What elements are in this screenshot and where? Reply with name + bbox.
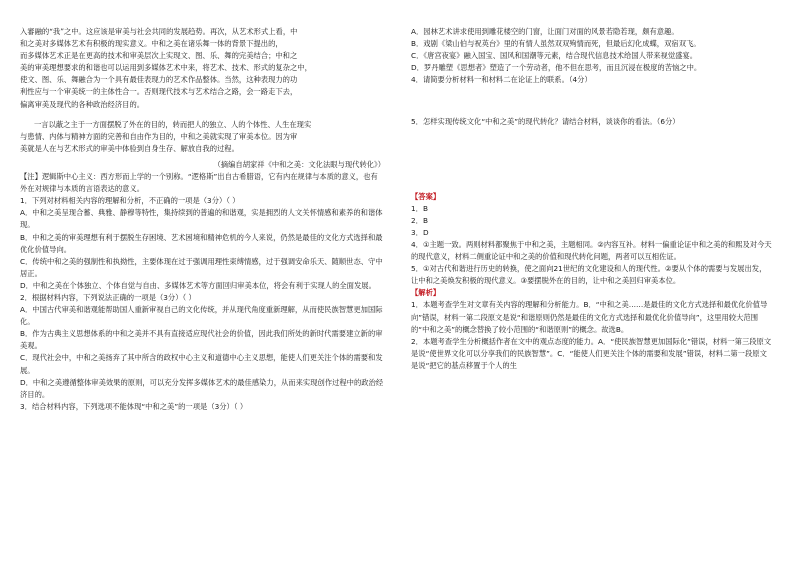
- q1-option-d: D．中和之美在个体独立、个体自觉与自由、多媒体艺术等方面回归审美本位，将会有利于实现人的全面发展。: [20, 280, 376, 290]
- source-attribution: （摘编自胡家祥《中和之美：文化法眼与现代转化》）: [213, 159, 385, 169]
- q2-option-d: D．中和之美遵循整体审美效果的原则，可以充分发挥多媒体艺术的最佳感染力，从而来实现创作过程中的政治经济目的。: [20, 377, 384, 399]
- passage-line: 入審融的“我”之中。这应该是审美与社会共同的发展趋势。再次，从艺术形式上看，中: [20, 27, 298, 36]
- answer-item: 1．B: [411, 203, 428, 213]
- answer-space: [411, 86, 773, 116]
- passage-line: 利性应与一个审美统一的主体性合一。否则现代技术与艺术结合之路，会一路走下去，: [20, 87, 298, 97]
- q1-option-c: C．传统中和之美的强制性和执拗性，主要体现在过于强调用理性束缚情感，过于强调安命乐天、随顺世态、守中居正。: [20, 256, 383, 278]
- answer-space: [411, 129, 773, 191]
- analysis-1: 1．本题考查学生对文章有关内容的理解和分析能力。B．“中和之美……是最佳的文化方式选择和最优化价值导向”错误，材料一第二段原文是说“和谐原则仍然是最佳的文化方式选择和最优化价值导向”，这里用较大范围的“中和之美”的概念替换了较小范围的“和谐原则”的概念。故选B。: [411, 300, 768, 334]
- q2-option-b: B．作为古典主义思想体系的中和之美并不具有直接适应现代社会的价值，因此我们所处的新时代需要建立新的审美观。: [20, 329, 383, 351]
- answer-item: 2．B: [411, 215, 428, 225]
- passage-line: 一言以蔽之主于一方面摆脱了外在的目的，转而把人的独立、人的个体性、人生在现实: [34, 119, 312, 129]
- analysis-heading: 【解析】: [411, 288, 441, 298]
- q2-option-c: C．现代社会中，中和之美扬弃了其中所含的政权中心主义和道德中心主义思想，能使人们更关注个体的需要和发展。: [20, 353, 383, 375]
- passage-line: 美就是人在与艺术形式的审美中体验到自身生存、解放自我的过程。: [20, 143, 239, 153]
- question-3: 3．结合材料内容，下列选项不能体现“中和之美”的一项是（3分）（ ）: [20, 401, 248, 411]
- question-5: 5．怎样实现传统文化“中和之美”的现代转化？请结合材料，谈谈你的看法。（6分）: [411, 117, 680, 127]
- q3-option-d: D．罗丹雕塑《思想者》塑造了一个劳动者，他不但在思考，而且沉浸在极度的苦恼之中。: [411, 63, 702, 73]
- question-2: 2．根据材料内容，下列说法正确的一项是（3分）（ ）: [20, 292, 196, 302]
- passage-line: 美的审美理想要求的和谐也可以运用到多媒体艺术中来，将艺术、技术、形式的复杂之中，: [20, 63, 312, 73]
- q1-option-a: A．中和之美呈现合蓄、典雅、静穆等特性，集持续到的普遍的和谐观，实是拥烈的人文关怀情感和素养的和谐体现。: [20, 208, 383, 230]
- passage-line: 偏离审美及现代的各种政治经济目的。: [20, 99, 145, 109]
- q2-option-a: A．中国古代审美和谐观能帮助国人重新审视自己的文化传统，并从现代角度重新理解，从而使民族智慧更加国际化。: [20, 305, 383, 327]
- question-1: 1．下列对材料相关内容的理解和分析，不正确的一项是（3分）（ ）: [20, 196, 240, 206]
- answer-5: 5．①对古代和谐进行历史的转换，使之面向21世纪的文化建设和人的现代性。②要从个体的需要与发展出发，让中和之美焕发积极的现代意义。③要摆脱外在的目的，让中和之美回归审美本位。: [411, 264, 767, 286]
- left-column: [20, 26, 385, 413]
- reading-passage: [20, 26, 385, 171]
- passage-line: 使文、图、乐、舞融合为一个具有最佳表现力的艺术作品整体。当然，这种表现力的功: [20, 75, 298, 85]
- answer-4: 4．①主题一致。两则材料都聚焦于中和之美，主题相同。②内容互补。材料一偏重论证中和之美的和熙及对今天的现代意义，材料二侧重论证中和之美的价值和现代转化问题，两者可以互相佐证。: [411, 239, 772, 262]
- answer-heading: 【答案】: [411, 191, 441, 201]
- q3-option-a: A．园林艺术讲求使用到雕花楼空的门窗，让面门对面的风景若隐若现，颇有意趣。: [411, 27, 679, 36]
- answer-item: 3．D: [411, 227, 429, 237]
- footnote: 【注】逻辑斯中心主义：西方形而上学的一个别称。“逻格斯”出自古希腊语，它有内在规律与本质的意义，也有外在对规律与本质的言语表达的意义。: [20, 172, 378, 194]
- analysis-2: 2．本题考查学生分析概括作者在文中的观点态度的能力。A．“使民族智慧更加国际化”错误，材料一第三段原文是说“使世界文化可以分享我们的民族智慧”。C．“能使人们更关注个体的需要和发展”错误，材料二第一段原文是说“把它的基点移置于个人的生: [411, 336, 772, 370]
- passage-line: 和之美对多媒体艺术有积极的现实意义。中和之美在诸乐舞一体的背景下提出的，: [20, 39, 283, 49]
- passage-line: 而多媒体艺术正是在更高的技术和审美层次上实现文、图、乐、舞的完美结合；中和之: [20, 51, 298, 61]
- right-column: [411, 26, 773, 372]
- q3-option-c: C．《唐宫夜宴》融入国宝、国风和国潮等元素，结合现代信息技术给国人带来视觉盛宴。: [411, 51, 698, 61]
- passage-line: 与患情、内体与精神方面的完善和自由作为目的，中和之美就实现了审美本位。因为审: [20, 131, 298, 141]
- q3-option-b: B．戏剧《梁山伯与祝英台》里的有情人虽然双双殉情而死，但最后幻化成蝶，双宿双飞。: [411, 39, 701, 49]
- question-4: 4．请简要分析材料一和材料二在论证上的联系。（4分）: [411, 75, 592, 85]
- q1-option-b: B．中和之美的审美理想有利于摆脱生存困境、艺术困境和精神危机的今人来说，仍然是最佳的文化方式选择和最优化价值导向。: [20, 232, 383, 254]
